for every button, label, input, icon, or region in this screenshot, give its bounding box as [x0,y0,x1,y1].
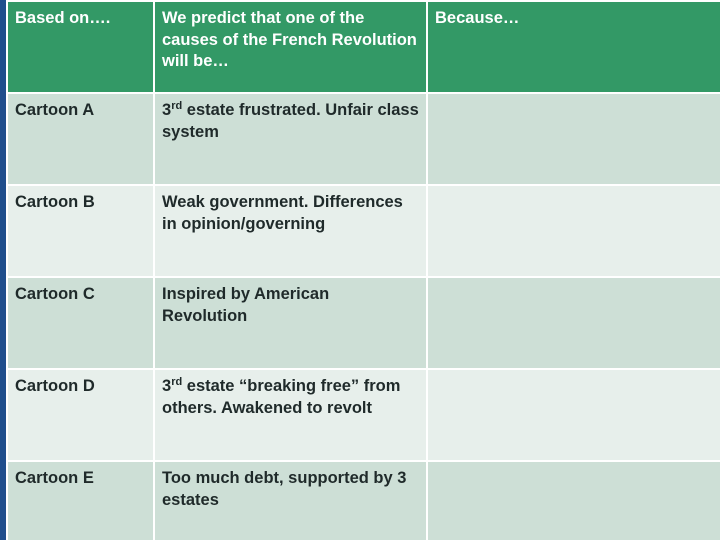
cell-source: Cartoon A [7,93,154,185]
prediction-text: estate “breaking free” from others. Awakened to revolt [162,377,401,417]
cell-prediction [154,369,427,461]
prediction-superscript: rd [171,100,183,112]
cell-prediction [154,461,427,540]
cell-because[interactable] [427,93,720,185]
prediction-text: Weak government. Differences in opinion/governing [162,193,403,233]
cell-because[interactable] [427,277,720,369]
cell-source: Cartoon E [7,461,154,540]
prediction-superscript: rd [171,376,183,388]
table-row [7,185,720,277]
prediction-number: 3 [162,101,172,119]
prediction-text: estate frustrated. Unfair class system [162,101,419,141]
cell-prediction [154,277,427,369]
cell-because[interactable] [427,185,720,277]
cell-source: Cartoon D [7,369,154,461]
cell-prediction [154,93,427,185]
header-prediction: We predict that one of the causes of the French Revolution will be… [154,1,427,93]
prediction-number: 3 [162,377,172,395]
table-row [7,461,720,540]
prediction-text: Inspired by American Revolution [162,285,330,325]
header-based-on: Based on…. [7,1,154,93]
prediction-text: Too much debt, supported by 3 estates [162,469,407,509]
cell-because[interactable] [427,461,720,540]
header-because: Because… [427,1,720,93]
cell-because[interactable] [427,369,720,461]
table-header-row [7,1,720,93]
table-row [7,93,720,185]
cell-prediction [154,185,427,277]
table-row [7,277,720,369]
cell-source: Cartoon C [7,277,154,369]
cell-source: Cartoon B [7,185,154,277]
table-row [7,369,720,461]
prediction-table [6,0,720,540]
